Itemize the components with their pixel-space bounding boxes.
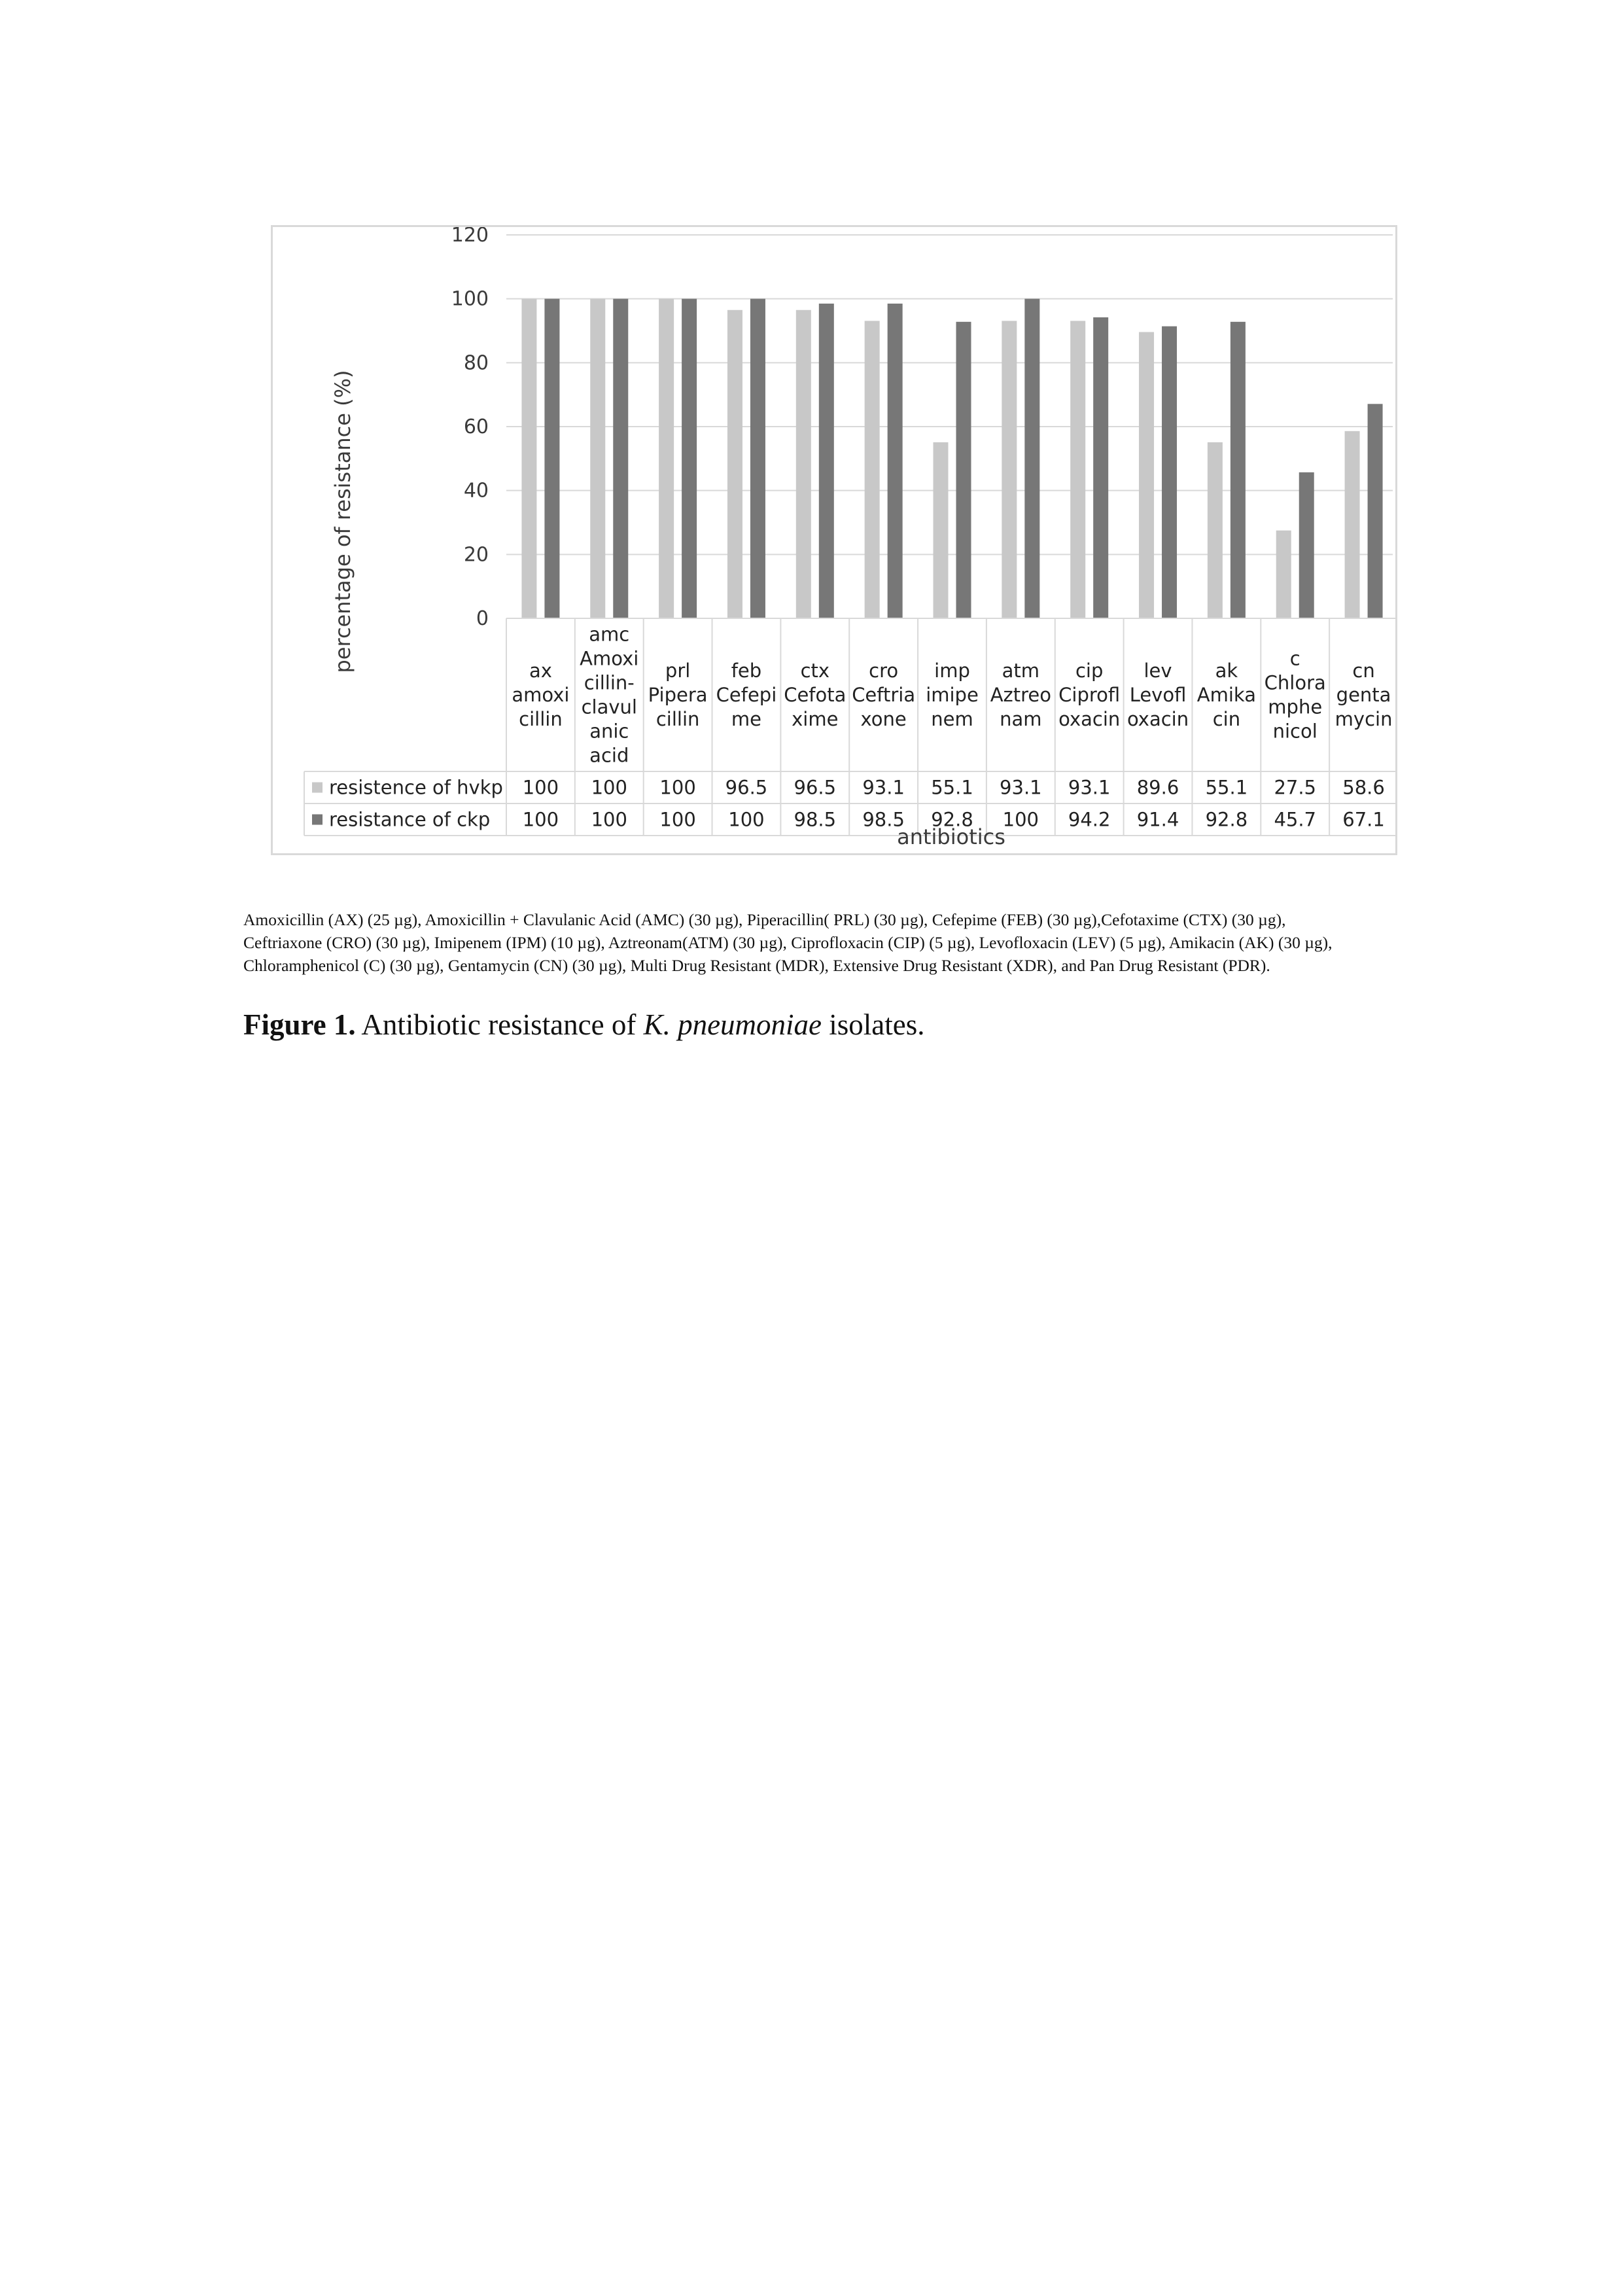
category-label-line: ctx <box>800 660 830 682</box>
bar-hvkp <box>1139 332 1154 618</box>
bar-ckp <box>888 304 903 618</box>
bar-hvkp <box>865 321 880 618</box>
category-label-line: feb <box>731 660 762 682</box>
figure-text-before: Antibiotic resistance of <box>355 1008 644 1041</box>
category-label-line: lev <box>1143 660 1172 682</box>
y-tick-label: 20 <box>463 543 489 567</box>
data-label: 100 <box>659 776 696 799</box>
category-label-line: nam <box>1000 708 1042 730</box>
data-label: 45.7 <box>1274 808 1317 831</box>
bar-ckp <box>1093 317 1108 618</box>
data-label: 93.1 <box>1068 776 1111 799</box>
category-label-line: prl <box>665 660 691 682</box>
category-label <box>926 660 979 730</box>
category-label-line: Chlora <box>1264 671 1326 694</box>
y-axis-ticks <box>451 227 489 630</box>
figure-label: Figure 1. <box>243 1008 356 1041</box>
data-label: 100 <box>728 808 765 831</box>
chart-frame <box>271 225 1397 855</box>
legend-swatch <box>312 783 323 793</box>
bar-hvkp <box>934 442 949 618</box>
category-label-line: imipe <box>926 684 979 706</box>
bar-hvkp <box>727 310 742 618</box>
y-tick-label: 120 <box>451 227 489 247</box>
bar-hvkp <box>796 310 811 618</box>
bar-ckp <box>1024 299 1039 618</box>
category-label-line: atm <box>1002 660 1040 682</box>
category-label-line: Pipera <box>648 684 708 706</box>
category-label <box>648 660 708 730</box>
category-label-line: cip <box>1075 660 1104 682</box>
category-label <box>1197 660 1256 730</box>
category-label-line: cillin <box>655 708 700 730</box>
bar-ckp <box>544 299 559 618</box>
y-tick-label: 80 <box>463 351 489 375</box>
bar-ckp <box>1299 472 1314 618</box>
data-label: 100 <box>591 776 627 799</box>
category-label-line: amc <box>589 623 630 646</box>
category-label <box>1127 660 1189 730</box>
gridlines <box>506 235 1393 618</box>
category-label-line: nem <box>931 708 973 730</box>
category-label-line: mycin <box>1335 708 1393 730</box>
category-label <box>512 660 569 730</box>
bar-ckp <box>1368 404 1383 618</box>
data-label: 98.5 <box>794 808 837 831</box>
category-label-line: cillin- <box>584 671 635 694</box>
category-label-line: ax <box>529 660 552 682</box>
category-label-line: ak <box>1215 660 1238 682</box>
data-label: 89.6 <box>1136 776 1179 799</box>
figure-text-after: isolates. <box>822 1008 925 1041</box>
bar-hvkp <box>521 299 536 618</box>
y-tick-label: 60 <box>463 415 489 438</box>
data-label: 67.1 <box>1342 808 1385 831</box>
legend-swatch <box>312 815 323 825</box>
category-label-line: genta <box>1336 684 1391 706</box>
data-label: 92.8 <box>931 808 973 831</box>
category-label-line: c <box>1289 647 1300 670</box>
legend-label: resistance of ckp <box>329 808 491 831</box>
bars <box>521 299 1382 618</box>
data-label: 94.2 <box>1068 808 1111 831</box>
bar-hvkp <box>1276 531 1291 618</box>
y-tick-label: 40 <box>463 479 489 503</box>
y-tick-label: 0 <box>476 607 489 630</box>
y-tick-label: 100 <box>451 287 489 311</box>
data-label: 100 <box>522 776 559 799</box>
data-label: 100 <box>659 808 696 831</box>
bar-hvkp <box>1208 442 1223 618</box>
category-label-line: Levofl <box>1129 684 1187 706</box>
data-label: 96.5 <box>725 776 768 799</box>
data-label: 91.4 <box>1136 808 1179 831</box>
category-label-line: cillin <box>519 708 563 730</box>
bar-hvkp <box>659 299 674 618</box>
bar-ckp <box>1162 327 1177 618</box>
category-label-line: Cefepi <box>716 684 777 706</box>
category-label-line: anic <box>589 720 629 743</box>
category-label-line: cro <box>869 660 899 682</box>
bar-ckp <box>819 304 834 618</box>
category-label-line: Ciprofl <box>1058 684 1121 706</box>
data-label: 27.5 <box>1274 776 1317 799</box>
category-label-line: Amika <box>1196 684 1256 706</box>
category-label <box>990 660 1051 730</box>
data-label: 93.1 <box>1000 776 1042 799</box>
category-label-line: Amoxi <box>580 647 639 670</box>
category-label-line: acid <box>589 744 629 767</box>
data-label: 100 <box>591 808 627 831</box>
bar-ckp <box>956 322 971 618</box>
data-label: 98.5 <box>862 808 905 831</box>
data-label: 55.1 <box>1205 776 1248 799</box>
bar-ckp <box>750 299 765 618</box>
category-label <box>1265 648 1326 743</box>
category-label-line: clavul <box>581 696 637 718</box>
category-label <box>1058 660 1120 730</box>
category-label <box>716 660 777 730</box>
category-label-line: amoxi <box>512 684 570 706</box>
data-label: 58.6 <box>1342 776 1385 799</box>
bar-hvkp <box>590 299 605 618</box>
category-label-line: Ceftria <box>852 684 916 706</box>
data-label: 100 <box>522 808 559 831</box>
category-label <box>784 660 846 730</box>
category-label-line: me <box>731 708 762 730</box>
category-label-line: Aztreo <box>990 684 1052 706</box>
category-label-line: nicol <box>1272 720 1318 743</box>
data-label: 93.1 <box>862 776 905 799</box>
bar-hvkp <box>1002 321 1017 618</box>
category-label <box>852 660 915 730</box>
category-label-line: oxacin <box>1058 708 1121 730</box>
legend-label: resistence of hvkp <box>329 776 503 799</box>
figure-caption <box>243 1008 1369 1042</box>
bar-hvkp <box>1070 321 1085 618</box>
category-label-line: mphe <box>1268 696 1323 718</box>
category-label-line: oxacin <box>1126 708 1189 730</box>
figure-organism: K. pneumoniae <box>643 1008 822 1041</box>
x-axis-title: antibiotics <box>897 824 1005 849</box>
caption-notes: Amoxicillin (AX) (25 µg), Amoxicillin + Clavulanic Acid (AMC) (30 µg), Piperacillin( PRL) (30 µg), Cefepime (FEB) (30 µg),Cefotaxime (CTX) (30 µg), Ceftriaxone (CRO) (30 µg), Imipenem (IPM) (10 µg), Aztreonam(ATM) (30 µg), Ciprofloxacin (CIP) (5 µg), Levofloxacin (LEV) (5 µg), Amikacin (AK) (30 µg), Chloramphenicol (C) (30 µg), Gentamycin (CN) (30 µg), Multi Drug Resistant (MDR), Extensive Drug Resistant (XDR), and Pan Drug Resistant (PDR). <box>243 910 1333 975</box>
data-label: 92.8 <box>1205 808 1248 831</box>
y-axis-title: percentage of resistance (%) <box>330 370 355 673</box>
category-label <box>580 624 638 767</box>
category-label-line: xime <box>792 708 839 730</box>
bar-hvkp <box>1345 431 1360 618</box>
bar-chart <box>273 227 1395 853</box>
bar-ckp <box>682 299 697 618</box>
data-label: 96.5 <box>794 776 837 799</box>
category-label-line: cn <box>1352 660 1375 682</box>
data-label: 55.1 <box>931 776 973 799</box>
category-label-line: Cefota <box>784 684 846 706</box>
category-label <box>1335 660 1393 730</box>
data-label: 100 <box>1002 808 1039 831</box>
bar-ckp <box>1230 322 1246 618</box>
category-label-line: xone <box>860 708 907 730</box>
bar-ckp <box>613 299 628 618</box>
data-table <box>304 618 1395 836</box>
category-label-line: cin <box>1212 708 1241 730</box>
category-label-line: imp <box>934 660 970 682</box>
